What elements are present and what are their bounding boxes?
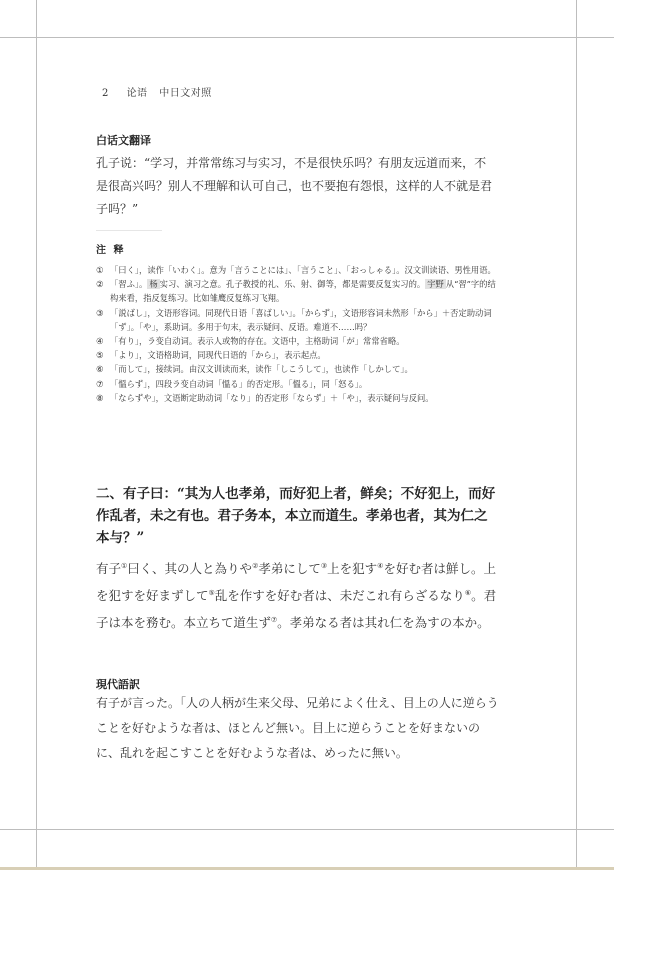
jp-text: 。孝弟なる者は其れ仁を為すの本か。: [277, 615, 490, 631]
modern-translation-text: 有子が言った。「人の人柄が生来父母、兄弟によく仕え、目上の人に逆らうことを好むような者は、ほとんど無い。目上に逆らうことを好まないのに、乱れを起こすことを好むような者は、めったに無い。: [96, 696, 499, 760]
page-number: 2: [102, 88, 109, 99]
jp-note-ref: ④: [377, 562, 384, 570]
note-text: 「而して」，接续词。由汉文训读而来，读作「しこうして」，也读作「しかして」。: [110, 364, 413, 375]
note-marker: ③: [96, 307, 104, 318]
note-item: [96, 306, 500, 334]
note-text: 「有り」，ラ变自动词。表示人或物的存在。文语中，主格助词「が」常常省略。: [110, 336, 405, 347]
note-marker: ⑤: [96, 350, 104, 361]
running-header: [102, 84, 212, 99]
jp-text: 上を犯す: [327, 561, 378, 577]
frame-top-line: [0, 37, 614, 38]
jp-note-ref: ②: [252, 562, 259, 570]
note-text: 从“習”字的结构来看，指反复练习。比如雏鹰反复练习飞翔。: [110, 279, 496, 304]
book-title: 论语: [126, 88, 148, 99]
jp-text: 有子: [96, 561, 122, 577]
page-bottom-bar: [0, 867, 614, 870]
jp-note-ref: ⑤: [208, 589, 215, 598]
jp-note-ref: ⑥: [464, 589, 472, 598]
jp-text: 。君子は本を務む。本立ちて道生ず: [96, 588, 497, 631]
book-subtitle: 中日文对照: [159, 88, 212, 99]
note-marker: ⑥: [96, 364, 104, 375]
jp-text: 孝弟にして: [258, 561, 321, 577]
frame-left-line: [36, 0, 37, 868]
jp-note-ref: ⑦: [270, 616, 278, 625]
note-text: 「慍らず」，四段ラ变自动词「慍る」的否定形。「慍る」，同「怒る」。: [110, 378, 368, 389]
frame-bottom-line: [0, 829, 614, 830]
note-text: 实习、演习之意。孔子教授的礼、乐、射、御等，都是需要反复实习的。: [159, 279, 426, 290]
note-item: [96, 334, 500, 348]
highlight-uno: 宇野: [427, 279, 444, 290]
note-text: 「より」，文语格助词，同现代日语的「から」，表示起点。: [110, 350, 326, 361]
note-marker: ⑧: [96, 392, 104, 403]
notes-heading: 注 释: [96, 245, 126, 256]
japanese-reading: [96, 554, 500, 635]
jp-text: を好む者は鮮し。上を犯すを好まずして: [96, 561, 496, 604]
jp-note-ref: ③: [320, 562, 328, 570]
note-text: 「説ばし」，文语形容词。同现代日语「喜ばしい」。「からず」，文语形容词未然形「から」＋否定助动词「ず」。「や」，系助词。多用于句末，表示疑问、反语。难道不……吗？: [110, 307, 492, 332]
note-item: [96, 348, 500, 362]
jp-text: 乱を作すを好む者は、未だこれ有らざるなり: [214, 588, 465, 604]
note-item: [96, 377, 500, 391]
highlight-yang: 杨: [149, 279, 158, 290]
note-marker: ⑦: [96, 378, 104, 389]
note-marker: ①: [96, 265, 104, 275]
translation-heading: 白话文翻译: [96, 134, 151, 147]
note-item: [96, 391, 500, 405]
note-text: 「曰く」，读作「いわく」。意为「言うことには」、「言うこと」、「おっしゃる」。汉文训读语、男性用语。: [110, 265, 496, 275]
frame-right-line: [576, 0, 577, 868]
translation-text: 孔子说：“学习，并常常练习与实习，不是很快乐吗？有朋友远道而来，不是很高兴吗？别人不理解和认可自己，也不要抱有怨恨，这样的人不就是君子吗？”: [96, 156, 493, 216]
note-item: [96, 362, 500, 376]
chapter-two-heading: 二、有子曰：“其为人也孝弟，而好犯上者，鲜矣；不好犯上，而好作乱者，未之有也。君子务本，本立而道生。孝弟也者，其为仁之本与？”: [96, 486, 496, 546]
modern-translation-heading: 現代語訳: [96, 678, 140, 691]
note-item: [96, 263, 500, 277]
note-item: [96, 277, 500, 305]
notes-list: [96, 263, 500, 405]
note-marker: ②: [96, 279, 104, 290]
jp-text: 曰く、其の人と為りや: [127, 561, 253, 577]
note-marker: ④: [96, 336, 104, 347]
note-text: 「ならずや」，文语断定助动词「なり」的否定形「ならず」＋「や」，表示疑问与反问。: [110, 392, 434, 403]
section-divider: [96, 230, 162, 231]
jp-note-ref: ①: [121, 562, 128, 570]
note-text: 「習ふ」。: [110, 279, 148, 290]
